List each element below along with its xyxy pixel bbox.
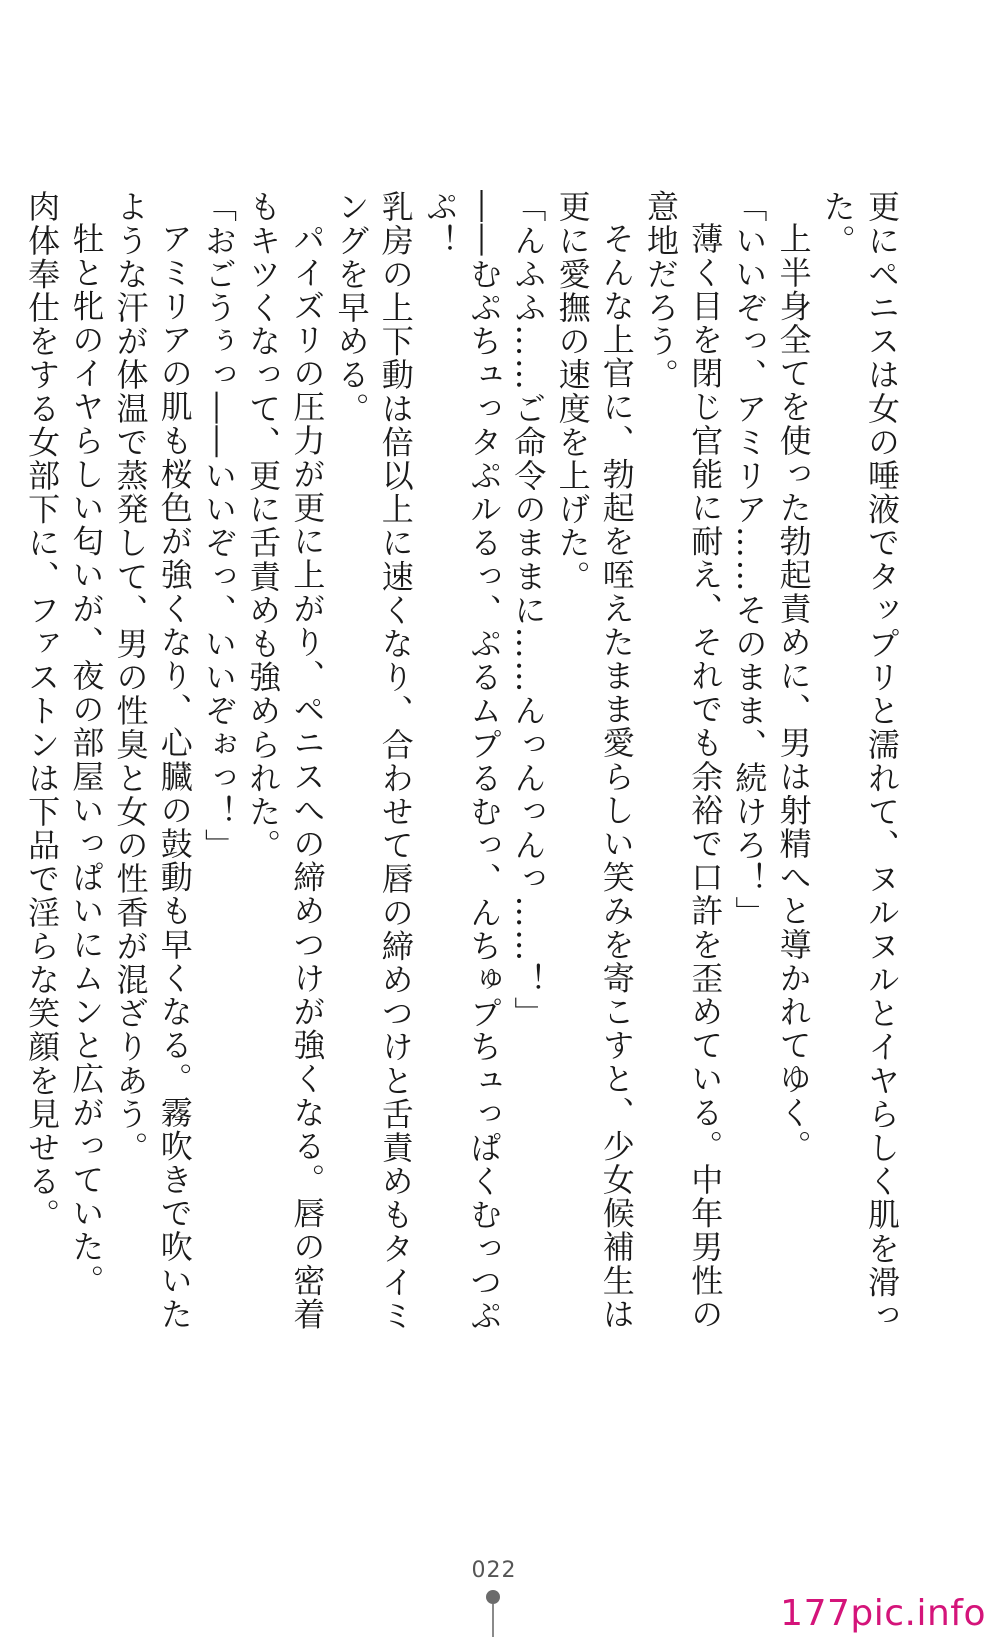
page-marker-dot bbox=[486, 1590, 500, 1604]
page-number: 022 bbox=[471, 1558, 517, 1583]
paragraph: 乳房の上下動は倍以上に速くなり、合わせて唇の締めつけと舌責めもタイミングを早める。 bbox=[332, 190, 415, 1333]
body-text bbox=[20, 190, 904, 1350]
paragraph: 肉体奉仕をする女部下に、ファストンは下品で淫らな笑顔を見せる。 bbox=[23, 190, 62, 1232]
paragraph: 薄く目を閉じ官能に耐え、それでも余裕で口許を歪めている。中年男性の意地だろう。 bbox=[641, 190, 725, 1331]
paragraph: 更にペニスは女の唾液でタップリと濡れて、ヌルヌルとイヤらしく肌を滑った。 bbox=[818, 190, 901, 1333]
dialogue-line: 「おごうぅっ――いいぞっ、いいぞぉっ！」 bbox=[199, 190, 238, 862]
sound-effect-line: ――むぷちュっタぷルるっ、ぷるムプるむっ、んちゅプちュっぱくむっつぷぷ！ bbox=[420, 190, 504, 1333]
watermark: 177pic.info bbox=[780, 1593, 986, 1634]
paragraph: 上半身全てを使った勃起責めに、男は射精へと導かれてゆく。 bbox=[774, 222, 813, 1163]
dialogue-line: 「んふふ……ご命令のままに……んっんっんっ……！」 bbox=[509, 190, 548, 1030]
dialogue-line: 「いいぞっ、アミリア……そのまま、続けろ！」 bbox=[730, 190, 769, 930]
paragraph: そんな上官に、勃起を咥えたまま愛らしい笑みを寄こすと、少女候補生は更に愛撫の速度を上げた。 bbox=[553, 190, 636, 1331]
paragraph: アミリアの肌も桜色が強くなり、心臓の鼓動も早くなる。霧吹きで吹いたような汗が体温で蒸発して、男の性臭と女の性香が混ざりあう。 bbox=[111, 190, 194, 1331]
page-marker-line bbox=[492, 1604, 494, 1637]
paragraph: 牡と牝のイヤらしい匂いが、夜の部屋いっぱいにムンと広がっていた。 bbox=[67, 222, 106, 1298]
paragraph: パイズリの圧力が更に上がり、ペニスへの締めつけが強くなる。唇の密着もキツくなって、更に舌責めも強められた。 bbox=[244, 190, 327, 1331]
